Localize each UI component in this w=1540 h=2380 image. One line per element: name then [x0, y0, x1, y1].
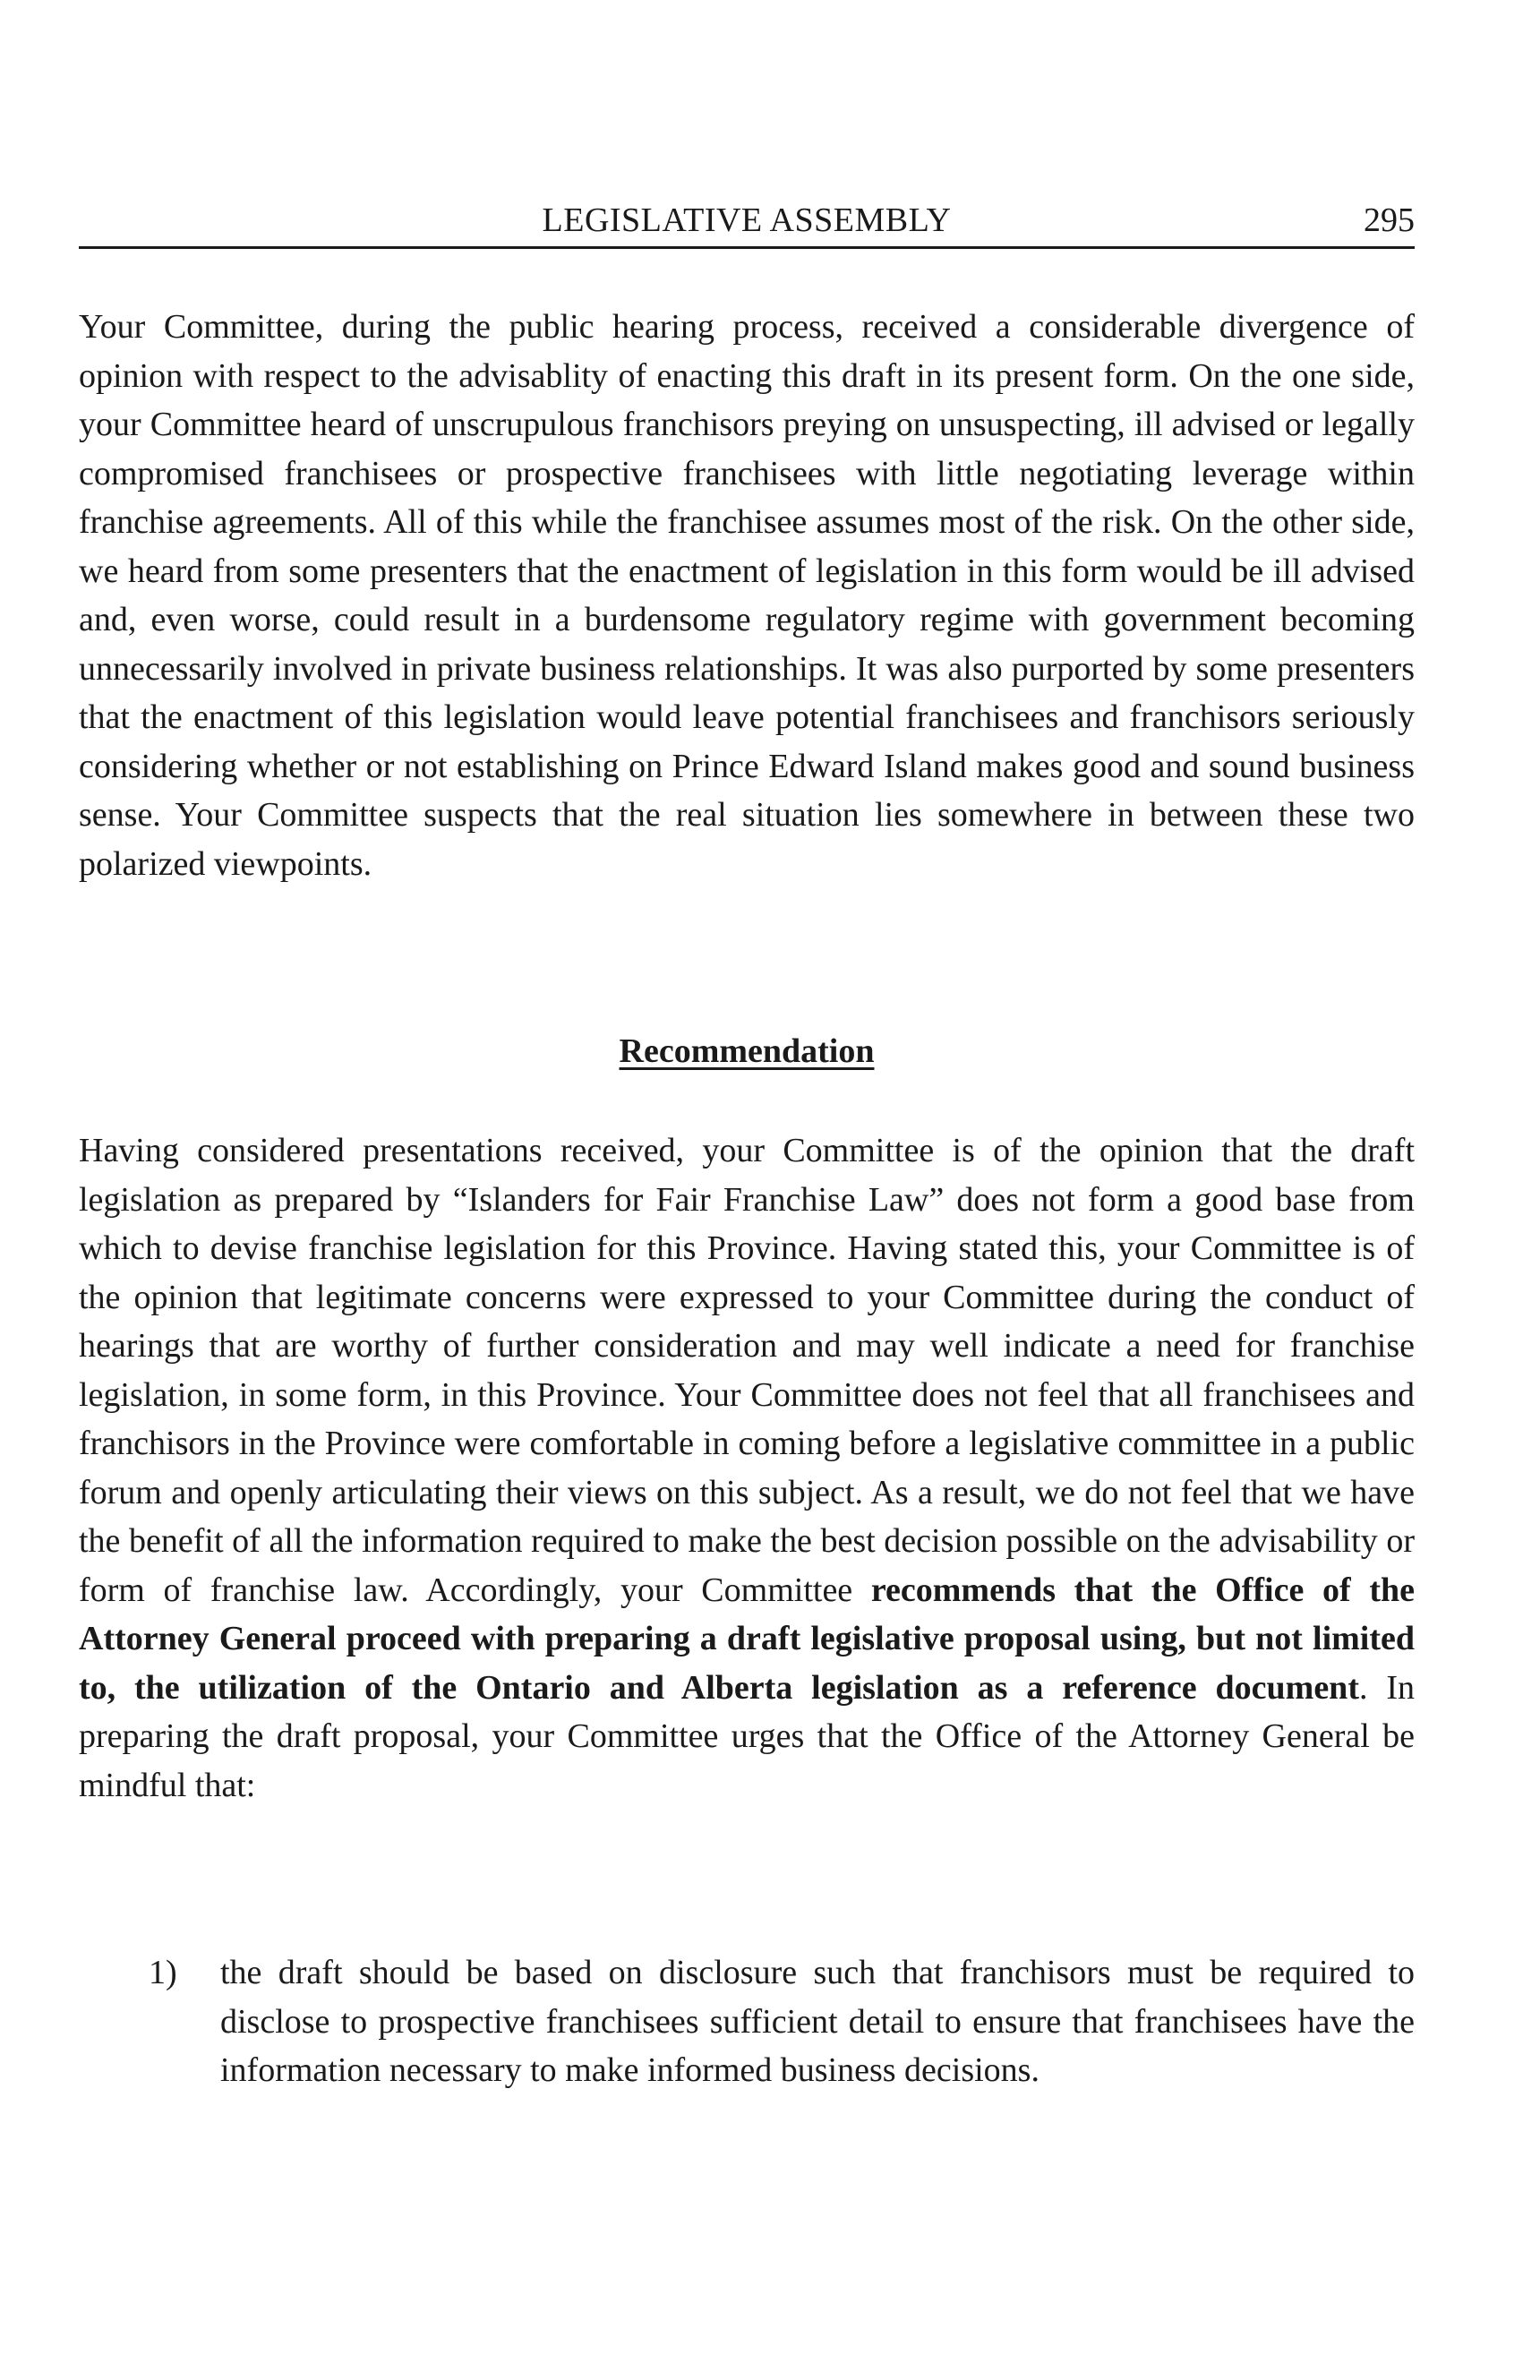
page-number: 295: [1364, 201, 1415, 239]
header-rule: [79, 246, 1415, 249]
list-item-text: the draft should be based on disclosure such that franchisors must be required to disclose to prospective franchisees sufficient detail to ensure that franchisees have the information necessary to make informed business decisions.: [220, 1954, 1415, 2089]
body-paragraph-2: [79, 1126, 1415, 1810]
section-heading: Recommendation: [619, 1032, 875, 1070]
paragraph-2-outro: . In preparing the draft proposal, your Committee urges that the Office of the Attorney General be mindful that:: [79, 1668, 1416, 1804]
body-paragraph-1: Your Committee, during the public hearing process, received a considerable divergence of opinion with respect to the advisablity of enacting this draft in its present form. On the one side, your Committee heard of unscrupulous franchisors preying on unsuspecting, ill advised or legally compromised franchisees or prospective franchisees with little negotiating leverage within franchise agreements. All of this while the franchisee assumes most of the risk. On the other side, we heard from some presenters that the enactment of legislation in this form would be ill advised and, even worse, could result in a burdensome regulatory regime with government becoming unnecessarily involved in private business relationships. It was also purported by some presenters that the enactment of this legislation would leave potential franchisees and franchisors seriously considering whether or not establishing on Prince Edward Island makes good and sound business sense. Your Committee suspects that the real situation lies somewhere in between these two polarized viewpoints.: [79, 308, 1415, 883]
recommendation-text: recommends that the Office of the Attorney General proceed with preparing a draft legislative proposal using, but not limited to, the utilization of the Ontario and Alberta legislation as a reference document: [79, 1571, 1415, 1707]
list-item-number: 1): [149, 1954, 177, 1991]
running-header-title: LEGISLATIVE ASSEMBLY: [542, 201, 952, 239]
paragraph-2-intro: Having considered presentations received, your Committee is of the opinion that the draft legislation as prepared by “Islanders for Fair Franchise Law” does not form a good base from which to devise franchise legislation for this Province. Having stated this, your Committee is of the opinion that legitimate concerns were expressed to your Committee during the conduct of hearings that are worthy of further consideration and may well indicate a need for franchise legislation, in some form, in this Province. Your Committee does not feel that all franchisees and franchisors in the Province were comfortable in coming before a legislative committee in a public forum and openly articulating their views on this subject. As a result, we do not feel that we have the benefit of all the information required to make the best decision possible on the advisability or form of franchise law. Accordingly, your Committee: [79, 1132, 1415, 1609]
running-header: [79, 199, 1415, 251]
